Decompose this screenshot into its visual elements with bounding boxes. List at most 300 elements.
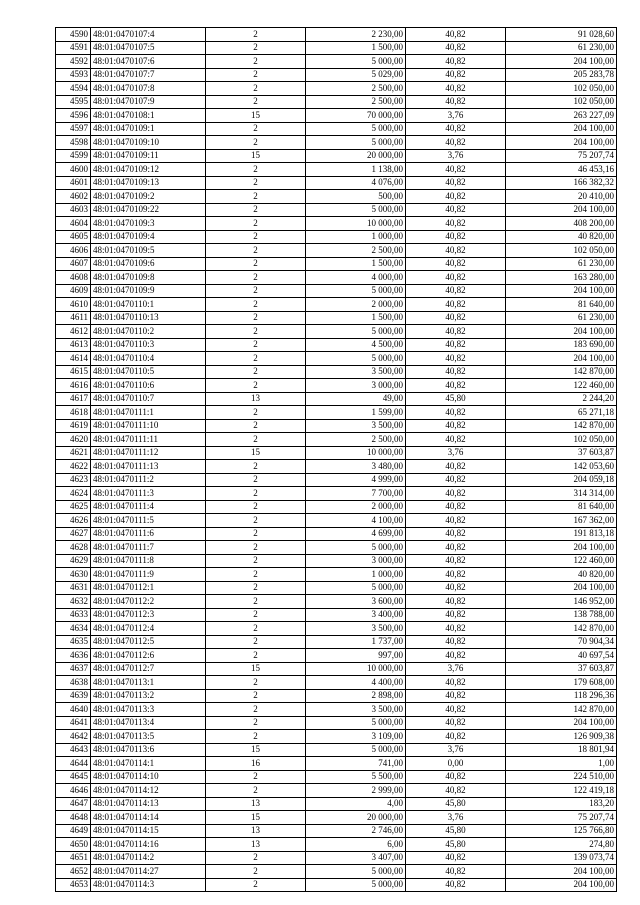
area-value-cell: 3 500,00 xyxy=(306,622,406,636)
cadastral-value-cell: 20 410,00 xyxy=(506,190,617,204)
rate-value-cell: 40,82 xyxy=(406,244,506,258)
zone-code-cell: 13 xyxy=(206,838,306,852)
table-row xyxy=(56,757,617,771)
zone-code-cell: 2 xyxy=(206,716,306,730)
cadastral-value-cell: 204 100,00 xyxy=(506,122,617,136)
cadastral-number-cell: 48:01:0470109:3 xyxy=(91,217,206,231)
zone-code-cell: 2 xyxy=(206,311,306,325)
cadastral-value-cell: 204 100,00 xyxy=(506,352,617,366)
row-number-cell: 4634 xyxy=(56,622,91,636)
table-row xyxy=(56,190,617,204)
cadastral-number-cell: 48:01:0470111:3 xyxy=(91,487,206,501)
table-row xyxy=(56,554,617,568)
table-row xyxy=(56,271,617,285)
row-number-cell: 4629 xyxy=(56,554,91,568)
table-row xyxy=(56,419,617,433)
area-value-cell: 5 000,00 xyxy=(306,743,406,757)
area-value-cell: 5 500,00 xyxy=(306,770,406,784)
row-number-cell: 4630 xyxy=(56,568,91,582)
cadastral-value-cell: 204 100,00 xyxy=(506,136,617,150)
row-number-cell: 4590 xyxy=(56,28,91,42)
table-row xyxy=(56,136,617,150)
row-number-cell: 4631 xyxy=(56,581,91,595)
rate-value-cell: 40,82 xyxy=(406,419,506,433)
area-value-cell: 70 000,00 xyxy=(306,109,406,123)
row-number-cell: 4620 xyxy=(56,433,91,447)
cadastral-value-cell: 102 050,00 xyxy=(506,433,617,447)
area-value-cell: 5 000,00 xyxy=(306,284,406,298)
cadastral-value-table-page xyxy=(55,27,616,892)
row-number-cell: 4605 xyxy=(56,230,91,244)
area-value-cell: 2 500,00 xyxy=(306,82,406,96)
cadastral-value-cell: 205 283,78 xyxy=(506,68,617,82)
area-value-cell: 7 700,00 xyxy=(306,487,406,501)
rate-value-cell: 40,82 xyxy=(406,55,506,69)
cadastral-value-cell: 204 100,00 xyxy=(506,581,617,595)
row-number-cell: 4594 xyxy=(56,82,91,96)
cadastral-value-cell: 46 453,16 xyxy=(506,163,617,177)
rate-value-cell: 40,82 xyxy=(406,608,506,622)
table-row xyxy=(56,770,617,784)
zone-code-cell: 2 xyxy=(206,554,306,568)
cadastral-number-cell: 48:01:0470107:6 xyxy=(91,55,206,69)
cadastral-value-cell: 179 608,00 xyxy=(506,676,617,690)
area-value-cell: 500,00 xyxy=(306,190,406,204)
area-value-cell: 5 000,00 xyxy=(306,55,406,69)
zone-code-cell: 2 xyxy=(206,460,306,474)
cadastral-value-cell: 204 100,00 xyxy=(506,325,617,339)
area-value-cell: 5 000,00 xyxy=(306,716,406,730)
cadastral-value-cell: 263 227,09 xyxy=(506,109,617,123)
zone-code-cell: 2 xyxy=(206,487,306,501)
row-number-cell: 4648 xyxy=(56,811,91,825)
zone-code-cell: 2 xyxy=(206,568,306,582)
table-row xyxy=(56,325,617,339)
cadastral-value-cell: 408 200,00 xyxy=(506,217,617,231)
table-row xyxy=(56,311,617,325)
rate-value-cell: 40,82 xyxy=(406,230,506,244)
area-value-cell: 5 000,00 xyxy=(306,541,406,555)
rate-value-cell: 40,82 xyxy=(406,581,506,595)
zone-code-cell: 2 xyxy=(206,217,306,231)
cadastral-number-cell: 48:01:0470113:4 xyxy=(91,716,206,730)
table-row xyxy=(56,662,617,676)
cadastral-number-cell: 48:01:0470114:15 xyxy=(91,824,206,838)
cadastral-value-cell: 40 697,54 xyxy=(506,649,617,663)
rate-value-cell: 40,82 xyxy=(406,500,506,514)
cadastral-value-cell: 142 870,00 xyxy=(506,419,617,433)
row-number-cell: 4638 xyxy=(56,676,91,690)
table-row xyxy=(56,527,617,541)
cadastral-number-cell: 48:01:0470111:6 xyxy=(91,527,206,541)
table-row xyxy=(56,379,617,393)
zone-code-cell: 2 xyxy=(206,473,306,487)
row-number-cell: 4592 xyxy=(56,55,91,69)
cadastral-number-cell: 48:01:0470114:14 xyxy=(91,811,206,825)
area-value-cell: 10 000,00 xyxy=(306,662,406,676)
rate-value-cell: 40,82 xyxy=(406,527,506,541)
row-number-cell: 4602 xyxy=(56,190,91,204)
rate-value-cell: 3,76 xyxy=(406,662,506,676)
cadastral-value-cell: 166 382,32 xyxy=(506,176,617,190)
zone-code-cell: 2 xyxy=(206,284,306,298)
row-number-cell: 4615 xyxy=(56,365,91,379)
row-number-cell: 4608 xyxy=(56,271,91,285)
table-row xyxy=(56,716,617,730)
cadastral-number-cell: 48:01:0470112:7 xyxy=(91,662,206,676)
cadastral-number-cell: 48:01:0470111:5 xyxy=(91,514,206,528)
zone-code-cell: 2 xyxy=(206,271,306,285)
cadastral-value-cell: 224 510,00 xyxy=(506,770,617,784)
table-row xyxy=(56,217,617,231)
row-number-cell: 4624 xyxy=(56,487,91,501)
table-row xyxy=(56,514,617,528)
row-number-cell: 4611 xyxy=(56,311,91,325)
row-number-cell: 4612 xyxy=(56,325,91,339)
rate-value-cell: 3,76 xyxy=(406,109,506,123)
table-row xyxy=(56,203,617,217)
cadastral-number-cell: 48:01:0470114:16 xyxy=(91,838,206,852)
rate-value-cell: 40,82 xyxy=(406,770,506,784)
row-number-cell: 4652 xyxy=(56,865,91,879)
zone-code-cell: 15 xyxy=(206,811,306,825)
table-row xyxy=(56,797,617,811)
rate-value-cell: 40,82 xyxy=(406,311,506,325)
table-body xyxy=(56,28,617,892)
table-row xyxy=(56,581,617,595)
rate-value-cell: 3,76 xyxy=(406,149,506,163)
zone-code-cell: 2 xyxy=(206,136,306,150)
row-number-cell: 4618 xyxy=(56,406,91,420)
row-number-cell: 4596 xyxy=(56,109,91,123)
zone-code-cell: 2 xyxy=(206,635,306,649)
cadastral-value-cell: 81 640,00 xyxy=(506,298,617,312)
zone-code-cell: 2 xyxy=(206,676,306,690)
rate-value-cell: 40,82 xyxy=(406,878,506,892)
table-row xyxy=(56,703,617,717)
rate-value-cell: 40,82 xyxy=(406,716,506,730)
table-row xyxy=(56,743,617,757)
area-value-cell: 2 000,00 xyxy=(306,298,406,312)
area-value-cell: 5 000,00 xyxy=(306,136,406,150)
zone-code-cell: 2 xyxy=(206,851,306,865)
cadastral-number-cell: 48:01:0470114:1 xyxy=(91,757,206,771)
rate-value-cell: 0,00 xyxy=(406,757,506,771)
area-value-cell: 5 000,00 xyxy=(306,865,406,879)
row-number-cell: 4621 xyxy=(56,446,91,460)
rate-value-cell: 40,82 xyxy=(406,203,506,217)
rate-value-cell: 3,76 xyxy=(406,446,506,460)
rate-value-cell: 40,82 xyxy=(406,568,506,582)
table-row xyxy=(56,95,617,109)
table-row xyxy=(56,392,617,406)
zone-code-cell: 2 xyxy=(206,379,306,393)
area-value-cell: 3 000,00 xyxy=(306,554,406,568)
cadastral-value-cell: 204 100,00 xyxy=(506,55,617,69)
cadastral-value-cell: 75 207,74 xyxy=(506,149,617,163)
rate-value-cell: 40,82 xyxy=(406,676,506,690)
row-number-cell: 4619 xyxy=(56,419,91,433)
cadastral-number-cell: 48:01:0470107:8 xyxy=(91,82,206,96)
area-value-cell: 3 500,00 xyxy=(306,703,406,717)
cadastral-value-cell: 61 230,00 xyxy=(506,311,617,325)
cadastral-value-cell: 204 100,00 xyxy=(506,284,617,298)
area-value-cell: 4,00 xyxy=(306,797,406,811)
row-number-cell: 4617 xyxy=(56,392,91,406)
cadastral-number-cell: 48:01:0470107:4 xyxy=(91,28,206,42)
row-number-cell: 4591 xyxy=(56,41,91,55)
table-row xyxy=(56,406,617,420)
cadastral-value-cell: 102 050,00 xyxy=(506,244,617,258)
table-row xyxy=(56,595,617,609)
rate-value-cell: 40,82 xyxy=(406,365,506,379)
zone-code-cell: 2 xyxy=(206,541,306,555)
zone-code-cell: 2 xyxy=(206,878,306,892)
area-value-cell: 2 500,00 xyxy=(306,244,406,258)
cadastral-value-cell: 126 909,38 xyxy=(506,730,617,744)
zone-code-cell: 2 xyxy=(206,298,306,312)
row-number-cell: 4641 xyxy=(56,716,91,730)
rate-value-cell: 45,80 xyxy=(406,838,506,852)
table-row xyxy=(56,689,617,703)
table-row xyxy=(56,608,617,622)
cadastral-value-cell: 61 230,00 xyxy=(506,41,617,55)
rate-value-cell: 40,82 xyxy=(406,217,506,231)
table-row xyxy=(56,878,617,892)
area-value-cell: 1 599,00 xyxy=(306,406,406,420)
cadastral-number-cell: 48:01:0470111:10 xyxy=(91,419,206,433)
row-number-cell: 4603 xyxy=(56,203,91,217)
rate-value-cell: 40,82 xyxy=(406,352,506,366)
rate-value-cell: 40,82 xyxy=(406,41,506,55)
table-row xyxy=(56,487,617,501)
area-value-cell: 3 480,00 xyxy=(306,460,406,474)
zone-code-cell: 2 xyxy=(206,55,306,69)
zone-code-cell: 2 xyxy=(206,352,306,366)
zone-code-cell: 2 xyxy=(206,689,306,703)
area-value-cell: 4 076,00 xyxy=(306,176,406,190)
area-value-cell: 2 500,00 xyxy=(306,433,406,447)
row-number-cell: 4595 xyxy=(56,95,91,109)
row-number-cell: 4643 xyxy=(56,743,91,757)
zone-code-cell: 2 xyxy=(206,244,306,258)
cadastral-value-cell: 191 813,18 xyxy=(506,527,617,541)
area-value-cell: 10 000,00 xyxy=(306,446,406,460)
cadastral-value-cell: 142 870,00 xyxy=(506,622,617,636)
zone-code-cell: 2 xyxy=(206,176,306,190)
cadastral-number-cell: 48:01:0470111:4 xyxy=(91,500,206,514)
rate-value-cell: 40,82 xyxy=(406,622,506,636)
table-row xyxy=(56,109,617,123)
area-value-cell: 2 500,00 xyxy=(306,95,406,109)
zone-code-cell: 2 xyxy=(206,163,306,177)
row-number-cell: 4632 xyxy=(56,595,91,609)
zone-code-cell: 2 xyxy=(206,784,306,798)
zone-code-cell: 15 xyxy=(206,109,306,123)
row-number-cell: 4609 xyxy=(56,284,91,298)
rate-value-cell: 40,82 xyxy=(406,689,506,703)
cadastral-value-cell: 122 460,00 xyxy=(506,379,617,393)
area-value-cell: 1 500,00 xyxy=(306,41,406,55)
row-number-cell: 4613 xyxy=(56,338,91,352)
rate-value-cell: 40,82 xyxy=(406,136,506,150)
cadastral-number-cell: 48:01:0470111:7 xyxy=(91,541,206,555)
zone-code-cell: 2 xyxy=(206,257,306,271)
cadastral-value-cell: 18 801,94 xyxy=(506,743,617,757)
cadastral-number-cell: 48:01:0470112:2 xyxy=(91,595,206,609)
rate-value-cell: 45,80 xyxy=(406,392,506,406)
area-value-cell: 6,00 xyxy=(306,838,406,852)
area-value-cell: 4 100,00 xyxy=(306,514,406,528)
rate-value-cell: 40,82 xyxy=(406,271,506,285)
cadastral-value-cell: 102 050,00 xyxy=(506,95,617,109)
table-row xyxy=(56,730,617,744)
row-number-cell: 4593 xyxy=(56,68,91,82)
area-value-cell: 3 407,00 xyxy=(306,851,406,865)
cadastral-value-cell: 122 419,18 xyxy=(506,784,617,798)
cadastral-value-cell: 204 100,00 xyxy=(506,541,617,555)
cadastral-number-cell: 48:01:0470109:6 xyxy=(91,257,206,271)
table-row xyxy=(56,284,617,298)
area-value-cell: 5 029,00 xyxy=(306,68,406,82)
cadastral-value-cell: 138 788,00 xyxy=(506,608,617,622)
rate-value-cell: 40,82 xyxy=(406,784,506,798)
area-value-cell: 4 699,00 xyxy=(306,527,406,541)
zone-code-cell: 2 xyxy=(206,406,306,420)
cadastral-number-cell: 48:01:0470111:8 xyxy=(91,554,206,568)
area-value-cell: 20 000,00 xyxy=(306,149,406,163)
cadastral-value-cell: 204 100,00 xyxy=(506,865,617,879)
row-number-cell: 4650 xyxy=(56,838,91,852)
zone-code-cell: 13 xyxy=(206,797,306,811)
zone-code-cell: 2 xyxy=(206,230,306,244)
cadastral-value-cell: 118 296,36 xyxy=(506,689,617,703)
area-value-cell: 2 230,00 xyxy=(306,28,406,42)
cadastral-number-cell: 48:01:0470114:13 xyxy=(91,797,206,811)
cadastral-number-cell: 48:01:0470111:1 xyxy=(91,406,206,420)
cadastral-number-cell: 48:01:0470108:1 xyxy=(91,109,206,123)
rate-value-cell: 40,82 xyxy=(406,122,506,136)
row-number-cell: 4597 xyxy=(56,122,91,136)
rate-value-cell: 40,82 xyxy=(406,163,506,177)
zone-code-cell: 2 xyxy=(206,95,306,109)
zone-code-cell: 2 xyxy=(206,122,306,136)
rate-value-cell: 40,82 xyxy=(406,514,506,528)
row-number-cell: 4636 xyxy=(56,649,91,663)
area-value-cell: 1 138,00 xyxy=(306,163,406,177)
table-row xyxy=(56,622,617,636)
cadastral-value-cell: 37 603,87 xyxy=(506,446,617,460)
zone-code-cell: 2 xyxy=(206,527,306,541)
area-value-cell: 3 000,00 xyxy=(306,379,406,393)
cadastral-number-cell: 48:01:0470111:9 xyxy=(91,568,206,582)
rate-value-cell: 40,82 xyxy=(406,554,506,568)
zone-code-cell: 2 xyxy=(206,338,306,352)
table-row xyxy=(56,41,617,55)
area-value-cell: 2 999,00 xyxy=(306,784,406,798)
area-value-cell: 5 000,00 xyxy=(306,878,406,892)
table-row xyxy=(56,824,617,838)
cadastral-number-cell: 48:01:0470112:1 xyxy=(91,581,206,595)
row-number-cell: 4600 xyxy=(56,163,91,177)
rate-value-cell: 40,82 xyxy=(406,865,506,879)
cadastral-number-cell: 48:01:0470113:6 xyxy=(91,743,206,757)
zone-code-cell: 2 xyxy=(206,622,306,636)
cadastral-number-cell: 48:01:0470109:5 xyxy=(91,244,206,258)
cadastral-number-cell: 48:01:0470109:13 xyxy=(91,176,206,190)
cadastral-value-cell: 139 073,74 xyxy=(506,851,617,865)
row-number-cell: 4635 xyxy=(56,635,91,649)
cadastral-value-cell: 40 820,00 xyxy=(506,568,617,582)
cadastral-value-cell: 183,20 xyxy=(506,797,617,811)
cadastral-number-cell: 48:01:0470109:11 xyxy=(91,149,206,163)
cadastral-number-cell: 48:01:0470113:5 xyxy=(91,730,206,744)
zone-code-cell: 2 xyxy=(206,190,306,204)
table-row xyxy=(56,784,617,798)
row-number-cell: 4606 xyxy=(56,244,91,258)
row-number-cell: 4637 xyxy=(56,662,91,676)
cadastral-number-cell: 48:01:0470109:10 xyxy=(91,136,206,150)
cadastral-number-cell: 48:01:0470111:11 xyxy=(91,433,206,447)
rate-value-cell: 40,82 xyxy=(406,473,506,487)
rate-value-cell: 40,82 xyxy=(406,851,506,865)
rate-value-cell: 40,82 xyxy=(406,176,506,190)
zone-code-cell: 15 xyxy=(206,446,306,460)
row-number-cell: 4626 xyxy=(56,514,91,528)
rate-value-cell: 40,82 xyxy=(406,257,506,271)
cadastral-value-cell: 2 244,20 xyxy=(506,392,617,406)
row-number-cell: 4653 xyxy=(56,878,91,892)
table-row xyxy=(56,851,617,865)
area-value-cell: 2 000,00 xyxy=(306,500,406,514)
cadastral-number-cell: 48:01:0470114:10 xyxy=(91,770,206,784)
cadastral-number-cell: 48:01:0470113:1 xyxy=(91,676,206,690)
table-row xyxy=(56,676,617,690)
cadastral-value-cell: 81 640,00 xyxy=(506,500,617,514)
cadastral-number-cell: 48:01:0470114:3 xyxy=(91,878,206,892)
rate-value-cell: 40,82 xyxy=(406,379,506,393)
zone-code-cell: 2 xyxy=(206,595,306,609)
cadastral-number-cell: 48:01:0470114:27 xyxy=(91,865,206,879)
zone-code-cell: 2 xyxy=(206,28,306,42)
cadastral-value-cell: 102 050,00 xyxy=(506,82,617,96)
rate-value-cell: 40,82 xyxy=(406,338,506,352)
area-value-cell: 2 746,00 xyxy=(306,824,406,838)
area-value-cell: 20 000,00 xyxy=(306,811,406,825)
zone-code-cell: 2 xyxy=(206,41,306,55)
cadastral-number-cell: 48:01:0470110:5 xyxy=(91,365,206,379)
cadastral-number-cell: 48:01:0470111:13 xyxy=(91,460,206,474)
cadastral-number-cell: 48:01:0470113:3 xyxy=(91,703,206,717)
cadastral-number-cell: 48:01:0470114:12 xyxy=(91,784,206,798)
row-number-cell: 4644 xyxy=(56,757,91,771)
cadastral-value-cell: 142 870,00 xyxy=(506,703,617,717)
cadastral-number-cell: 48:01:0470109:22 xyxy=(91,203,206,217)
area-value-cell: 10 000,00 xyxy=(306,217,406,231)
area-value-cell: 1 500,00 xyxy=(306,311,406,325)
row-number-cell: 4640 xyxy=(56,703,91,717)
rate-value-cell: 40,82 xyxy=(406,28,506,42)
table-row xyxy=(56,446,617,460)
zone-code-cell: 2 xyxy=(206,770,306,784)
table-row xyxy=(56,68,617,82)
table-row xyxy=(56,298,617,312)
cadastral-number-cell: 48:01:0470113:2 xyxy=(91,689,206,703)
area-value-cell: 997,00 xyxy=(306,649,406,663)
zone-code-cell: 2 xyxy=(206,203,306,217)
table-row xyxy=(56,230,617,244)
zone-code-cell: 15 xyxy=(206,743,306,757)
